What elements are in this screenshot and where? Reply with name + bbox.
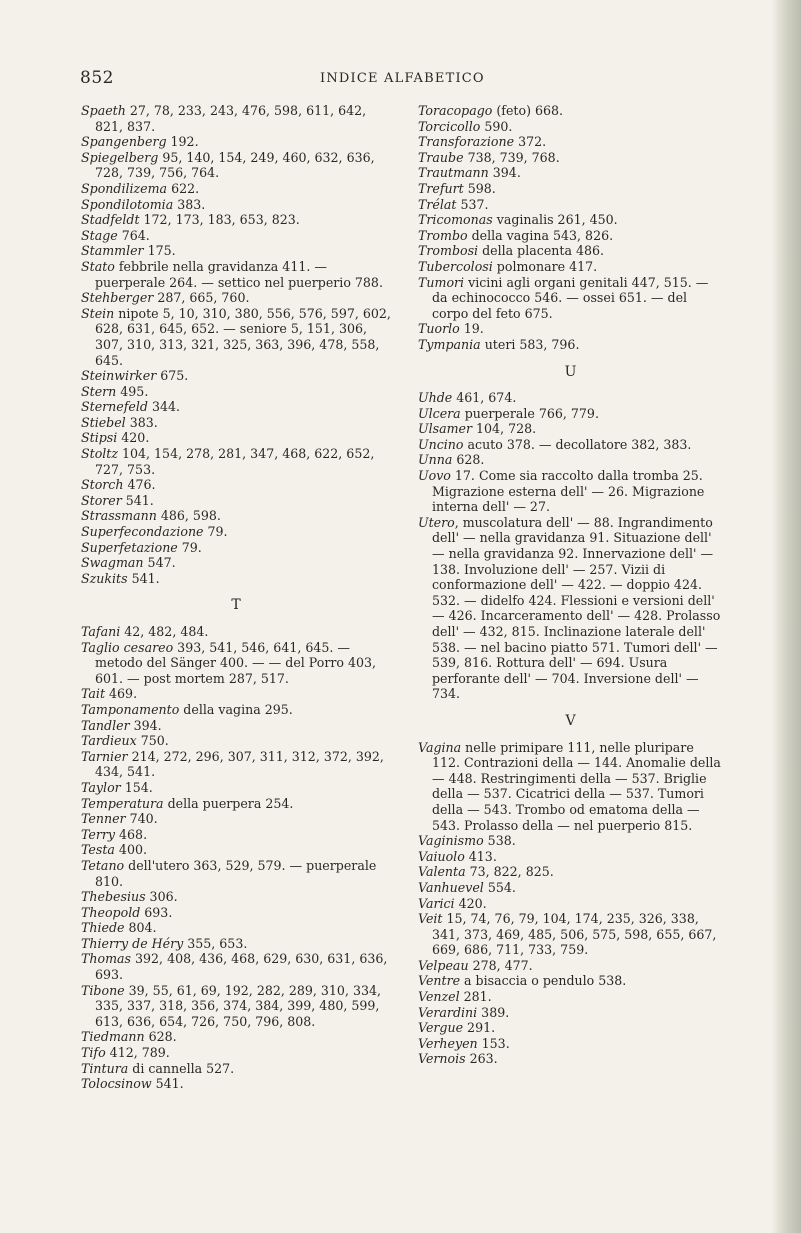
index-entry bbox=[81, 415, 391, 431]
index-term: Unna bbox=[418, 452, 453, 468]
index-entry bbox=[418, 973, 723, 989]
index-references: 598. bbox=[463, 180, 496, 196]
index-term: Utero bbox=[418, 514, 455, 530]
index-references: 547. bbox=[143, 555, 176, 571]
index-references: 675. bbox=[156, 368, 189, 384]
index-term: Tympania bbox=[418, 336, 481, 352]
index-references: 79. bbox=[203, 524, 228, 540]
index-entry bbox=[81, 399, 391, 415]
index-entry bbox=[418, 259, 723, 275]
index-entry bbox=[81, 686, 391, 702]
index-entry bbox=[81, 150, 391, 181]
index-term: Terry bbox=[81, 826, 116, 842]
index-term: Spondilizema bbox=[81, 180, 168, 196]
index-entry bbox=[81, 827, 391, 843]
index-references: 469. bbox=[105, 686, 138, 702]
index-entry bbox=[81, 983, 391, 1030]
index-references: 79. bbox=[177, 539, 202, 555]
index-references: nipote 5, 10, 310, 380, 556, 576, 597, 602, 628, 631, 645, 652. — seniore 5, 151, 306, 307, 310, 313, 321, 325, 363, 396, 478, 558, 645. bbox=[95, 305, 391, 368]
index-term: Tricomonas bbox=[418, 212, 493, 228]
index-references: 104, 728. bbox=[472, 421, 537, 437]
index-entry bbox=[418, 212, 723, 228]
index-references: 39, 55, 61, 69, 192, 282, 289, 310, 334, 335, 337, 318, 356, 374, 384, 399, 480, 599, 613, 636, 654, 726, 750, 796, 808. bbox=[95, 982, 381, 1029]
index-references: 383. bbox=[173, 196, 206, 212]
index-references: 541. bbox=[127, 570, 160, 586]
index-entry bbox=[418, 1051, 723, 1067]
index-term: Vernois bbox=[418, 1051, 466, 1067]
index-entry bbox=[418, 181, 723, 197]
index-references: polmonare 417. bbox=[492, 258, 598, 274]
index-term: Vergue bbox=[418, 1020, 464, 1036]
index-entry bbox=[81, 1029, 391, 1045]
index-term: Superfecondazione bbox=[81, 524, 204, 540]
index-term: Thierry de Héry bbox=[81, 935, 184, 951]
index-term: Uncino bbox=[418, 436, 464, 452]
index-references: 175. bbox=[143, 243, 176, 259]
index-references: 413. bbox=[464, 848, 497, 864]
index-entry bbox=[81, 811, 391, 827]
index-term: Stehberger bbox=[81, 290, 154, 306]
index-entry bbox=[81, 889, 391, 905]
index-entry bbox=[81, 842, 391, 858]
index-entry bbox=[418, 849, 723, 865]
index-references: 394. bbox=[129, 717, 162, 733]
index-entry bbox=[81, 1061, 391, 1077]
index-entry bbox=[418, 103, 723, 119]
index-term: Storer bbox=[81, 492, 122, 508]
index-entry bbox=[81, 477, 391, 493]
index-references: a bisaccia o pendulo 538. bbox=[460, 973, 627, 989]
index-entry bbox=[418, 1036, 723, 1052]
index-references: 693. bbox=[140, 904, 173, 920]
index-term: Transforazione bbox=[418, 134, 515, 150]
index-references: 554. bbox=[483, 879, 516, 895]
index-references: 73, 822, 825. bbox=[465, 864, 554, 880]
index-references: 495. bbox=[116, 383, 149, 399]
index-references: 622. bbox=[167, 180, 200, 196]
index-entry bbox=[81, 624, 391, 640]
index-term: Tibone bbox=[81, 982, 125, 998]
index-term: Tandler bbox=[81, 717, 130, 733]
index-references: vicini agli organi genitali 447, 515. — da echinococco 546. — ossei 651. — del corpo del feto 675. bbox=[432, 274, 709, 321]
index-entry bbox=[418, 989, 723, 1005]
index-term: Stoltz bbox=[81, 446, 118, 462]
entries-u bbox=[418, 390, 723, 702]
index-references: 750. bbox=[136, 733, 169, 749]
index-entry bbox=[81, 858, 391, 889]
section-letter-v: V bbox=[565, 712, 576, 729]
index-term: Ulcera bbox=[418, 405, 461, 421]
index-term: Theopold bbox=[81, 904, 141, 920]
page-edge-shadow bbox=[771, 0, 801, 1233]
index-entry bbox=[81, 718, 391, 734]
index-entry bbox=[81, 134, 391, 150]
index-references: 104, 154, 278, 281, 347, 468, 622, 652, 727, 753. bbox=[95, 446, 375, 477]
index-term: Torcicollo bbox=[418, 118, 481, 134]
index-term: Uovo bbox=[418, 468, 451, 484]
index-entry bbox=[81, 212, 391, 228]
index-references: della placenta 486. bbox=[478, 243, 605, 259]
index-entry bbox=[81, 384, 391, 400]
index-term: Thiede bbox=[81, 920, 125, 936]
index-term: Stato bbox=[81, 258, 115, 274]
index-term: Stein bbox=[81, 305, 115, 321]
index-term: Superfetazione bbox=[81, 539, 178, 555]
index-term: Uhde bbox=[418, 390, 453, 406]
index-references: 355, 653. bbox=[183, 935, 248, 951]
index-term: Stammler bbox=[81, 243, 144, 259]
index-term: Velpeau bbox=[418, 957, 469, 973]
index-term: Verheyen bbox=[418, 1035, 478, 1051]
index-term: Sternefeld bbox=[81, 399, 148, 415]
index-references: 263. bbox=[465, 1051, 498, 1067]
index-entry bbox=[81, 181, 391, 197]
index-references: 306. bbox=[145, 889, 178, 905]
index-term: Varici bbox=[418, 895, 455, 911]
index-references: della vagina 543, 826. bbox=[467, 227, 614, 243]
index-term: Stipsi bbox=[81, 430, 118, 446]
index-term: Testa bbox=[81, 842, 115, 858]
entries-t bbox=[81, 624, 391, 1092]
index-entry bbox=[81, 571, 391, 587]
index-entry bbox=[81, 259, 391, 290]
index-entry bbox=[81, 243, 391, 259]
index-term: Tamponamento bbox=[81, 701, 180, 717]
index-entry bbox=[418, 390, 723, 406]
index-references: 281. bbox=[459, 989, 492, 1005]
index-references: 486, 598. bbox=[156, 508, 221, 524]
index-references: 17. Come sia raccolto dalla tromba 25. Migrazione esterna dell' — 26. Migrazione interna dell' — 27. bbox=[432, 468, 705, 515]
index-entry bbox=[81, 555, 391, 571]
index-term: Steinwirker bbox=[81, 368, 157, 384]
index-term: Stadfeldt bbox=[81, 212, 140, 228]
index-term: Stage bbox=[81, 227, 118, 243]
index-entry bbox=[81, 446, 391, 477]
index-references: 344. bbox=[147, 399, 180, 415]
index-term: Taglio cesareo bbox=[81, 639, 174, 655]
page-header bbox=[80, 68, 720, 88]
index-entry bbox=[418, 833, 723, 849]
index-references: 154. bbox=[120, 779, 153, 795]
index-entry bbox=[418, 911, 723, 958]
index-entry bbox=[81, 508, 391, 524]
running-title: INDICE ALFABETICO bbox=[320, 71, 485, 86]
index-entry bbox=[81, 920, 391, 936]
index-references: 95, 140, 154, 249, 460, 632, 636, 728, 739, 756, 764. bbox=[95, 149, 375, 181]
index-entry bbox=[81, 430, 391, 446]
index-entry bbox=[81, 368, 391, 384]
index-term: Valenta bbox=[418, 864, 466, 880]
index-entry bbox=[418, 421, 723, 437]
index-references: vaginalis 261, 450. bbox=[492, 212, 618, 228]
section-letter-t: T bbox=[231, 597, 241, 614]
index-entry bbox=[418, 896, 723, 912]
index-entry bbox=[81, 1076, 391, 1092]
index-references: 153. bbox=[477, 1035, 510, 1051]
index-term: Spiegelberg bbox=[81, 149, 159, 165]
index-references: febbrile nella gravidanza 411. — puerperale 264. — settico nel puerperio 788. bbox=[95, 258, 383, 290]
index-term: Vagina bbox=[418, 739, 462, 755]
index-term: Vanhuevel bbox=[418, 879, 484, 895]
index-references: 42, 482, 484. bbox=[120, 624, 209, 639]
index-entry bbox=[418, 243, 723, 259]
index-entry bbox=[418, 740, 723, 834]
index-term: Spangenberg bbox=[81, 134, 167, 150]
index-entry bbox=[81, 290, 391, 306]
entries-t-continued bbox=[418, 103, 723, 353]
index-references: 804. bbox=[124, 920, 157, 936]
index-term: Storch bbox=[81, 477, 124, 493]
index-entry bbox=[418, 150, 723, 166]
index-references: 372. bbox=[514, 134, 547, 150]
index-entry bbox=[418, 437, 723, 453]
index-references: 400. bbox=[114, 842, 147, 858]
index-entry bbox=[81, 749, 391, 780]
index-term: Vaginismo bbox=[418, 833, 484, 849]
index-references: 420. bbox=[454, 895, 487, 911]
index-term: Tintura bbox=[81, 1060, 129, 1076]
index-references: 393, 541, 546, 641, 645. — metodo del Sänger 400. — — del Porro 403, 601. — post mortem 287, 517. bbox=[95, 639, 377, 686]
index-entry bbox=[418, 1005, 723, 1021]
index-entry bbox=[418, 228, 723, 244]
index-term: Tardieux bbox=[81, 733, 137, 749]
index-references: 214, 272, 296, 307, 311, 312, 372, 392, 434, 541. bbox=[95, 748, 384, 780]
index-term: Stern bbox=[81, 383, 117, 399]
index-entry bbox=[81, 796, 391, 812]
index-term: Tolocsinow bbox=[81, 1076, 152, 1092]
index-term: Stiebel bbox=[81, 414, 126, 430]
entries-s bbox=[81, 103, 391, 586]
index-entry bbox=[81, 306, 391, 368]
index-entry bbox=[81, 103, 391, 134]
index-term: Spaeth bbox=[81, 103, 126, 118]
index-term: Trautmann bbox=[418, 165, 489, 181]
index-term: Szukits bbox=[81, 570, 128, 586]
index-term: Strassmann bbox=[81, 508, 157, 524]
index-entry bbox=[81, 540, 391, 556]
index-term: Trélat bbox=[418, 196, 457, 212]
index-term: Spondilotomia bbox=[81, 196, 174, 212]
index-term: Tetano bbox=[81, 857, 125, 873]
index-entry bbox=[81, 733, 391, 749]
index-references: uteri 583, 796. bbox=[480, 336, 580, 352]
index-references: 392, 408, 436, 468, 629, 630, 631, 636, 693. bbox=[95, 951, 388, 983]
index-entry bbox=[81, 197, 391, 213]
index-term: Tarnier bbox=[81, 748, 128, 764]
index-references: 412, 789. bbox=[105, 1045, 170, 1061]
index-references: (feto) 668. bbox=[492, 103, 564, 118]
index-term: Venzel bbox=[418, 989, 460, 1005]
index-references: 420. bbox=[117, 430, 150, 446]
index-references: 287, 665, 760. bbox=[153, 290, 250, 306]
index-entry bbox=[81, 780, 391, 796]
index-references: puerperale 766, 779. bbox=[460, 405, 599, 421]
index-term: Veit bbox=[418, 911, 443, 927]
index-term: Ventre bbox=[418, 973, 461, 989]
index-entry bbox=[81, 493, 391, 509]
index-entry bbox=[81, 640, 391, 687]
index-references: 764. bbox=[117, 227, 150, 243]
index-references: 389. bbox=[477, 1004, 510, 1020]
index-term: Temperatura bbox=[81, 795, 164, 811]
index-references: 27, 78, 233, 243, 476, 598, 611, 642, 821, 837. bbox=[95, 103, 367, 134]
index-references: 541. bbox=[151, 1076, 184, 1092]
index-entry bbox=[418, 468, 723, 515]
index-references: 541. bbox=[121, 492, 154, 508]
index-entry bbox=[418, 452, 723, 468]
index-entry bbox=[81, 905, 391, 921]
index-entry bbox=[418, 275, 723, 322]
index-term: Trombo bbox=[418, 227, 468, 243]
index-references: 394. bbox=[488, 165, 521, 181]
index-entry bbox=[418, 197, 723, 213]
index-term: Toracopago bbox=[418, 103, 493, 118]
index-term: Tubercolosi bbox=[418, 258, 493, 274]
index-entry bbox=[81, 228, 391, 244]
index-term: Trombosi bbox=[418, 243, 479, 259]
index-references: 383. bbox=[125, 414, 158, 430]
index-term: Ulsamer bbox=[418, 421, 473, 437]
page-number: 852 bbox=[80, 68, 114, 88]
index-term: Tuorlo bbox=[418, 321, 460, 337]
index-term: Taylor bbox=[81, 779, 121, 795]
index-references: 738, 739, 768. bbox=[463, 149, 560, 165]
index-entry bbox=[81, 1045, 391, 1061]
index-entry bbox=[418, 134, 723, 150]
index-references: 538. bbox=[483, 833, 516, 849]
index-references: 476. bbox=[123, 477, 156, 493]
index-references: dell'utero 363, 529, 579. — puerperale 810. bbox=[95, 857, 377, 889]
index-entry bbox=[418, 165, 723, 181]
index-entry bbox=[418, 321, 723, 337]
index-references: di cannella 527. bbox=[128, 1060, 235, 1076]
index-entry bbox=[418, 1020, 723, 1036]
index-term: Tumori bbox=[418, 274, 465, 290]
index-term: Thebesius bbox=[81, 889, 146, 905]
index-entry bbox=[418, 880, 723, 896]
index-entry bbox=[418, 119, 723, 135]
index-references: 15, 74, 76, 79, 104, 174, 235, 326, 338, 341, 373, 469, 485, 506, 575, 598, 655, 667, 669, 686, 711, 733, 759. bbox=[432, 911, 717, 958]
index-references: , muscolatura dell' — 88. Ingrandimento dell' — nella gravidanza 91. Situazione dell' — nella gravidanza 92. Innervazione dell' — 138. Involuzione dell' — 257. Vizii di conformazione dell' — 422. — doppio 424. 532. — didelfo 424. Flessioni e versioni dell' — 426. Incarceramento dell' — 428. Prolasso dell' — 432, 815. Inclinazione laterale dell' 538. — nel bacino piatto 571. Tumori dell' — 539, 816. Rottura dell' — 694. Usura perforante dell' — 704. Inversione dell' — 734. bbox=[432, 514, 721, 702]
index-references: nelle primipare 111, nelle pluripare 112. Contrazioni della — 144. Anomalie della — 448. Restringimenti della — 537. Briglie della — 537. Cicatrici della — 537. Tumori della — 543. Trombo od ematoma della — 543. Prolasso della — nel puerperio 815. bbox=[432, 739, 721, 833]
index-term: Tiedmann bbox=[81, 1029, 145, 1045]
index-references: della vagina 295. bbox=[179, 701, 293, 717]
index-entry bbox=[418, 864, 723, 880]
index-references: 291. bbox=[463, 1020, 496, 1036]
index-references: acuto 378. — decollatore 382, 383. bbox=[463, 436, 692, 452]
index-references: 628. bbox=[144, 1029, 177, 1045]
index-term: Swagman bbox=[81, 555, 144, 571]
index-references: 537. bbox=[456, 196, 489, 212]
left-column bbox=[81, 103, 391, 1092]
index-term: Trefurt bbox=[418, 180, 464, 196]
index-entry bbox=[81, 702, 391, 718]
index-term: Tait bbox=[81, 686, 106, 702]
index-term: Tenner bbox=[81, 811, 126, 827]
section-letter-u: U bbox=[564, 363, 577, 380]
index-entry bbox=[418, 406, 723, 422]
index-references: 461, 674. bbox=[452, 390, 517, 406]
index-references: 740. bbox=[125, 811, 158, 827]
index-term: Thomas bbox=[81, 951, 132, 967]
index-references: 278, 477. bbox=[468, 957, 533, 973]
right-column bbox=[418, 103, 723, 1067]
index-entry bbox=[81, 951, 391, 982]
index-term: Tifo bbox=[81, 1045, 106, 1061]
index-term: Vaiuolo bbox=[418, 848, 465, 864]
index-entry bbox=[418, 337, 723, 353]
index-entry bbox=[418, 515, 723, 702]
index-term: Traube bbox=[418, 149, 464, 165]
index-references: 172, 173, 183, 653, 823. bbox=[139, 212, 300, 228]
index-term: Tafani bbox=[81, 624, 121, 639]
index-term: Verardini bbox=[418, 1004, 478, 1020]
index-references: 192. bbox=[166, 134, 199, 150]
index-references: 19. bbox=[459, 321, 484, 337]
index-entry bbox=[418, 958, 723, 974]
index-entry bbox=[81, 524, 391, 540]
entries-v bbox=[418, 740, 723, 1067]
index-references: 628. bbox=[452, 452, 485, 468]
index-references: 468. bbox=[115, 826, 148, 842]
index-entry bbox=[81, 936, 391, 952]
index-references: della puerpera 254. bbox=[163, 795, 294, 811]
index-references: 590. bbox=[480, 118, 513, 134]
